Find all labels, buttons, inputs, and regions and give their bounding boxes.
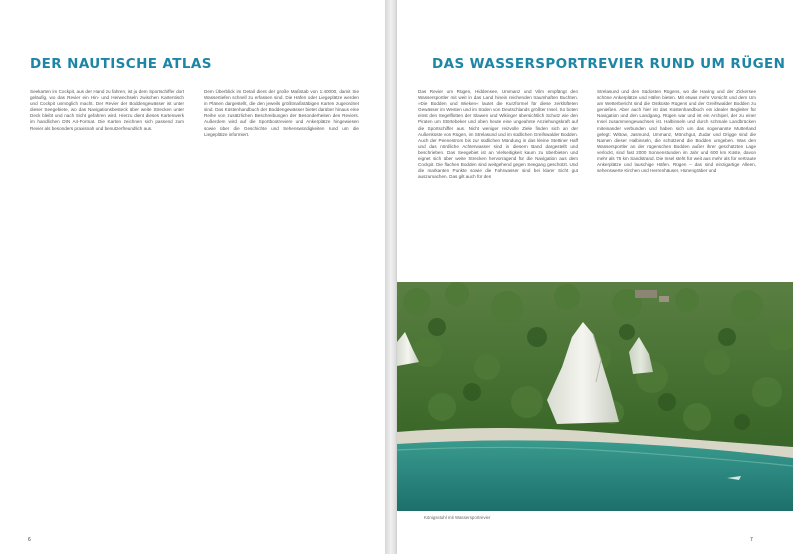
photo-caption: Königsstuhl mit Wassersportrevier <box>424 515 491 520</box>
left-body-column-1: Seekarten im Cockpit, aus der Hand zu fahren, ist ju dem Sportschiffer dort geläufig, wo das Revier ein Hin- und Herwechseln zwischen Kartentisch und Cockpit unmöglich macht. Der Revier der Boddengewässer ist unter dieser Seegebiete, wo das Navigationsbesteck über weite Strecken unter Deck bleibt und nach Sicht gefahren wird. Hierzu dient dieses Kartenwerk im handlichen DIN A4-Format. Die Karten zeichnen sich passend zum Revier als besonders praxisnah und benutzerfreundlich aus. <box>30 89 184 131</box>
left-page <box>0 0 385 554</box>
right-page-heading: DAS WASSERSPORTREVIER RUND UM RÜGEN <box>432 56 786 72</box>
right-body-column-1: Das Revier um Rügen, Hiddensee, Ummanz und Vilm empfängt den Wassersportler mit weit in das Land hinein reichenden traumhaften Buchten. »Die Bodden und Wieken« lautet die Kurzformel für diese zerklüfteten Gewässer im Westen und im Süden von Deutschlands größter Insel. So boten einst den Segelflotten der Slawen und Wikinger übersichtlich Schutz wie den Piraten um Störtebeker und oben heute eine ungeahnte Anziehungskraft auf die Sportschiffer aus. Nicht weniger reizvolle Ziele finden sich an der Außenküste von Rügen, im Strelasund und im südlichen Greifswalder Bodden. Auch der Peenestrom bis zur südlichen Mündung in das kleine Stettiner Haff und das nördliche Achterwasser sind in diesem Band dargestellt und beschrieben. Das Seegebiet ist an Vielseitigkeit kaum zu überbieten und eignet sich über weite Strecken hervorragend für die Navigation aus dem Cockpit. Die flachen Bodden sind weitgehend gegen Seegang geschützt. Und die markanten Punkte sowie die Fahrwasser sind bei klarer Sicht gut auszumachen. Das gilt auch für den <box>418 89 578 180</box>
page-number-left: 6 <box>28 537 31 543</box>
aerial-coast-photo <box>397 282 793 511</box>
left-body-column-2: Dem Überblick im Detail dient der große Maßstab von 1:40000, damit Sie Wassertiefen schnell zu erfassen sind. Die Häfen oder Liegeplätze werden in Plänen dargestellt, die den jeweils größtmaßstäbigen Karten zugeordnet sind. Das Küstenhandbuch der Boddengewässer bietet darüber hinaus eine Reihe von zusätzlichen Beschreibungen der Besonderheiten des Reviers. Außerdem wird auf die Sportbootreviere und Ankerplätze hingewiesen sowie über die Geschichte und Sehenswürdigkeiten rund um die Liegeplätze informiert. <box>204 89 359 137</box>
page-number-right: 7 <box>750 537 753 543</box>
right-page <box>397 0 793 554</box>
left-page-heading: DER NAUTISCHE ATLAS <box>30 56 212 72</box>
book-gutter <box>385 0 397 554</box>
right-body-column-2: Strelasund und den Südosten Rügens, wo die Having und der Zickersee schöne Ankerplätze und Häfen bieten. Mit etwas mehr Vorsicht und dem Um am Wetterbericht sind die Ostküste Rügens und der Greifswalder Bodden zu genießen. Aber auch hier ist das Küstenhandbuch ein idealer Begleiter für Navigation und den Landgang. Rügen war und ist ein Archipel, der zu einer Insel zusammengewachsen ist. Halbinseln und durch schmale Landbrücken miteinander verbunden und haben sich um das sogenannte Mutterland gelegt: Wittow, Jasmund, Ummanz, Mönchgut, Zudar und Drigge sind die Namen dieser Halbinseln, die schützend die Bodden umgeben. Was den Wassersportler an der rügenschen Bodden außer ihrer geschützten Lage verlockt, sind fast 2000 Sonnenstunden im Jahr und 600 km Küste, davon mehr als 75 km Sandstrand. Die Insel steht für weit aus mehr als für vertraute Ankerplätze und lauschige Häfen. Rügen – das sind einzigartige Alleen, sehenswerte Kirchen und Herrenhäuser, Hünengräber und <box>597 89 756 174</box>
